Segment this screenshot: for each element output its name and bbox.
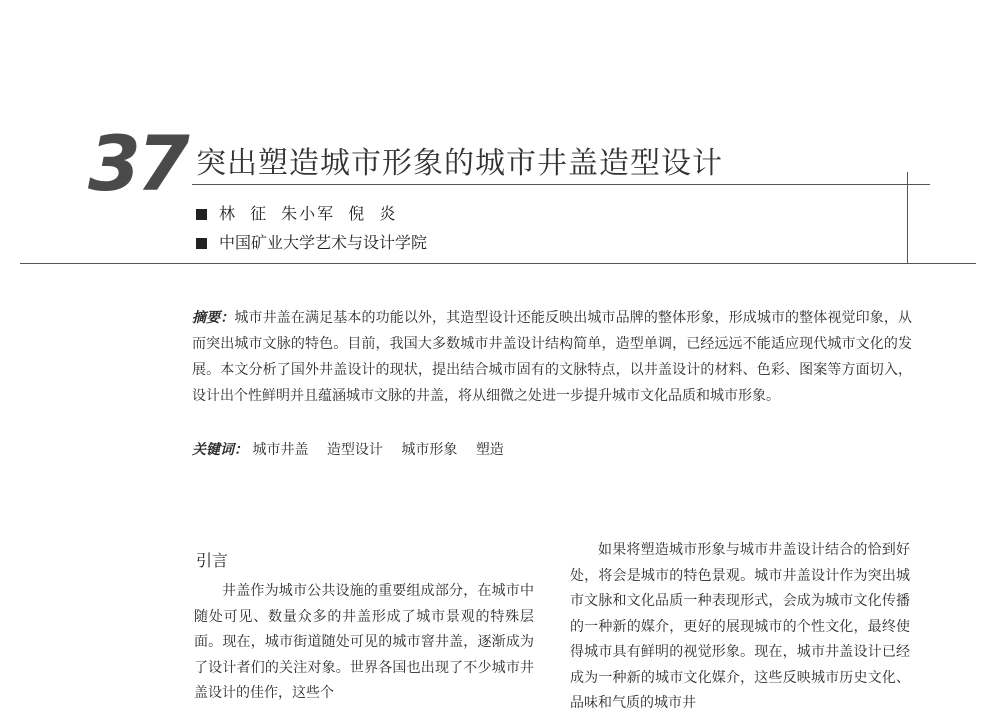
keyword: 造型设计 [326,442,383,458]
keyword: 塑造 [475,442,504,458]
title-rule [192,184,930,185]
chapter-number: 37 [88,119,186,208]
body-paragraph: 如果将塑造城市形象与城市井盖设计结合的恰到好处，将会是城市的特色景观。城市井盖设计作为突出城市文脉和文化品质一种表现形式，会成为城市文化传播的一种新的媒介，更好的展现城市的个性文化，最终使得城市具有鲜明的视觉形象。现在，城市井盖设计已经成为一种新的城市文化媒介，这些反映城市历史文化、品味和气质的城市井 [570,542,910,711]
affiliation: 中国矿业大学艺术与设计学院 [219,233,428,252]
keyword: 城市形象 [401,442,458,458]
keywords-label: 关键词： [192,442,248,458]
body-right-column [570,538,910,717]
affiliation-line [196,233,427,253]
paper-title: 突出塑造城市形象的城市井盖造型设计 [196,146,723,181]
header-divider [20,263,976,264]
abstract-label: 摘要： [192,310,235,326]
abstract-text: 城市井盖在满足基本的功能以外，其造型设计还能反映出城市品牌的整体形象，形成城市的整体视觉印象，从而突出城市文脉的特色。目前，我国大多数城市井盖设计结构简单，造型单调，已经远远不能适应现代城市文化的发展。本文分析了国外井盖设计的现状，提出结合城市固有的文脉特点，以井盖设计的材料、色彩、图案等方面切入，设计出个性鲜明并且蕴涵城市文脉的井盖，将从细微之处进一步提升城市文化品质和城市形象。 [192,310,913,404]
keywords [192,437,912,463]
section-heading: 引言 [196,551,229,570]
body-paragraph: 井盖作为城市公共设施的重要组成部分，在城市中随处可见、数量众多的井盖形成了城市景观的特殊层面。现在，城市街道随处可见的城市窨井盖，逐渐成为了设计者们的关注对象。世界各国也出现了不少城市井盖设计的佳作，这些个 [194,583,534,701]
abstract [192,305,912,409]
body-left-column [194,579,534,707]
keyword: 城市井盖 [252,442,309,458]
bullet-square-icon [196,238,207,249]
authors-line [196,204,397,224]
authors: 林 征 朱小军 倪 炎 [219,204,398,223]
vertical-rule [907,172,908,264]
bullet-square-icon [196,209,207,220]
